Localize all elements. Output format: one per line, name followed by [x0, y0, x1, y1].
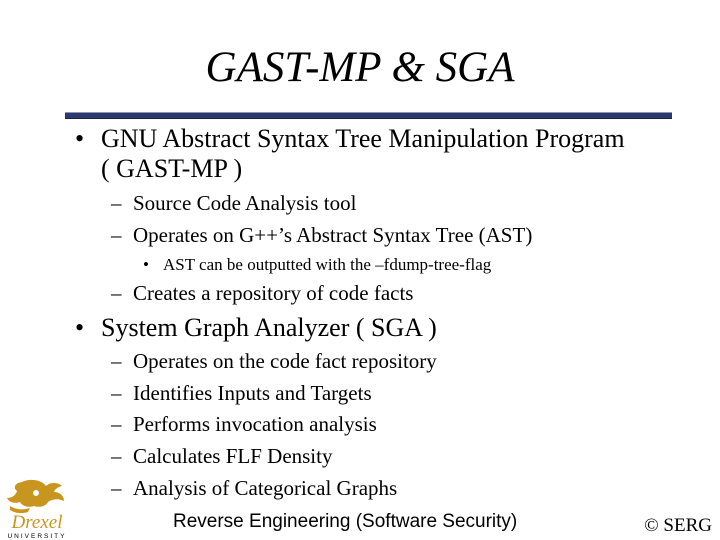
bullet1-sub1: Source Code Analysis tool: [133, 191, 357, 215]
bullet2-sub3-marker: –: [111, 412, 122, 436]
bullet1-subsub: AST can be outputted with the –fdump-tree-flag: [163, 255, 492, 274]
drexel-logo: [0, 478, 74, 540]
bullet1-line1: GNU Abstract Syntax Tree Manipulation Program: [101, 124, 625, 153]
bullet2-sub4: Calculates FLF Density: [133, 444, 333, 468]
bullet2-sub1: Operates on the code fact repository: [133, 349, 437, 373]
bullet1-subsub-marker: •: [143, 255, 149, 274]
bullet2-sub2: Identifies Inputs and Targets: [133, 381, 372, 405]
bullet2-sub4-marker: –: [111, 444, 122, 468]
title-underline: [65, 112, 672, 119]
bullet1-sub1-marker: –: [111, 191, 122, 215]
bullet1-sub2-marker: –: [111, 223, 122, 247]
footer-copyright: © SERG: [644, 515, 712, 536]
bullet1-marker: •: [75, 124, 85, 153]
svg-text:Drexel: Drexel: [11, 512, 63, 533]
bullet2-sub5: Analysis of Categorical Graphs: [133, 476, 398, 500]
bullet1-line2: ( GAST-MP ): [101, 154, 243, 183]
bullet2-sub3: Performs invocation analysis: [133, 412, 377, 436]
bullet1-sub3-marker: –: [111, 281, 122, 305]
footer-title: Reverse Engineering (Software Security): [173, 511, 518, 532]
bullet2-sub2-marker: –: [111, 381, 122, 405]
bullet2-marker: •: [75, 313, 85, 342]
bullet2-text: System Graph Analyzer ( SGA ): [101, 313, 437, 342]
bullet1-sub3: Creates a repository of code facts: [133, 281, 414, 305]
bullet2-sub1-marker: –: [111, 349, 122, 373]
slide-title: GAST-MP & SGA: [205, 44, 515, 91]
svg-text:UNIVERSITY: UNIVERSITY: [7, 533, 67, 540]
bullet1-sub2: Operates on G++’s Abstract Syntax Tree (AST): [133, 223, 533, 247]
bullet2-sub5-marker: –: [111, 476, 122, 500]
